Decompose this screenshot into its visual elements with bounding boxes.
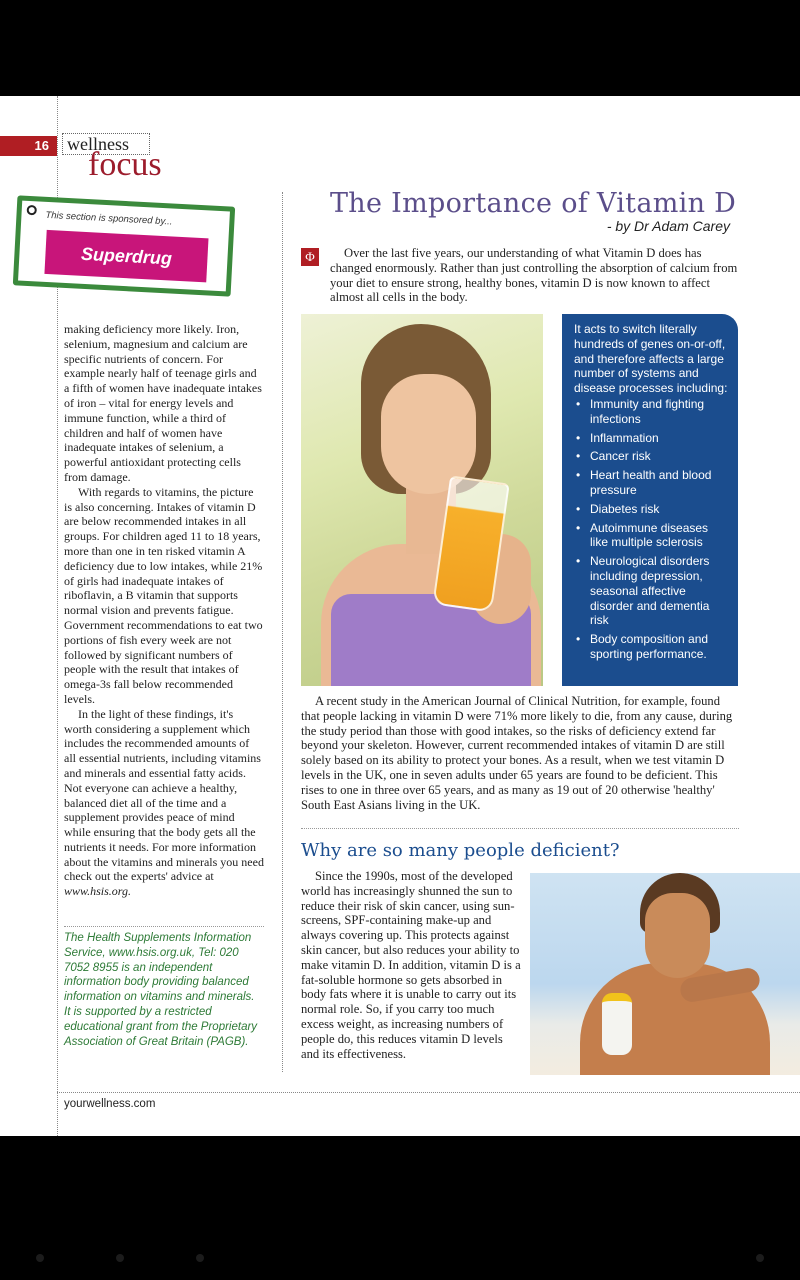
box-list-item: • Neurological disorders including depression, seasonal affective disorder and dementia risk bbox=[574, 554, 728, 628]
woman-drinking-juice-photo bbox=[301, 314, 543, 686]
left-paragraph-text: In the light of these findings, it's worth considering a supplement which includes the recommended amounts of all essential nutrients, including vitamins and minerals and essential fatty acids. Not everyone can achieve a healthy, balanced diet all of the time and a supplement provides peace of mind while ensuring that the body gets all the nutrients it needs. For more information about the vitamins and minerals you need check out the experts' advice at bbox=[64, 706, 264, 884]
tag-hole-icon bbox=[26, 205, 37, 216]
nav-dot-icon[interactable] bbox=[36, 1254, 44, 1262]
left-column-text bbox=[64, 322, 264, 899]
man-applying-sunscreen-photo bbox=[530, 873, 800, 1075]
deficiency-paragraph: Since the 1990s, most of the developed world has increasingly shunned the sun to reduce their risk of skin cancer, using sun-screens, SPF-containing make-up and always covering up. This protects against skin cancer, but also reduces your ability to make vitamin D. In addition, vitamin D is a fat-soluble hormone so gets absorbed in body fats where it is unable to carry out its normal role. So, if you carry too much excess weight, as increasing numbers of people do, this reduces vitamin D levels and its effectiveness. bbox=[301, 869, 521, 1061]
section-label-focus: focus bbox=[88, 146, 162, 183]
magazine-page bbox=[0, 96, 800, 1136]
byline: - by Dr Adam Carey bbox=[606, 218, 730, 234]
box-list-item: • Diabetes risk bbox=[574, 502, 728, 517]
box-list bbox=[574, 397, 728, 662]
left-paragraph bbox=[64, 707, 264, 899]
box-intro: It acts to switch literally hundreds of genes on-or-off, and therefore affects a large number of systems and disease processes including: bbox=[574, 322, 728, 396]
box-list-item: • Immunity and fighting infections bbox=[574, 397, 728, 427]
nav-dot-icon[interactable] bbox=[756, 1254, 764, 1262]
superdrug-logo: Superdrug bbox=[44, 230, 208, 282]
right-divider bbox=[301, 828, 739, 829]
footer-site[interactable]: yourwellness.com bbox=[64, 1098, 156, 1110]
hsis-link[interactable]: www.hsis.org. bbox=[64, 884, 132, 899]
nav-dot-icon[interactable] bbox=[116, 1254, 124, 1262]
left-paragraph: With regards to vitamins, the picture is also concerning. Intakes of vitamin D are below recommended intakes in all groups. For children aged 11 to 18 years, more than one in ten risked vitamin A deficiency due to low intakes, while 21% of girls had inadequate intakes of riboflavin, a B vitamin that supports normal vision and prevents fatigue. Government recommendations to eat two portions of fish every week are not followed by significant numbers of people with the result that intakes of omega-3s fall below recommended levels. bbox=[64, 484, 263, 706]
subheading: Why are so many people deficient? bbox=[301, 840, 620, 861]
page-number: 16 bbox=[0, 136, 57, 156]
footer-rule bbox=[57, 1092, 800, 1093]
vitamin-d-effects-box bbox=[562, 314, 738, 686]
sponsor-text: This section is sponsored by... bbox=[45, 209, 173, 228]
sponsor-tag bbox=[13, 195, 235, 296]
intro-paragraph: Over the last five years, our understanding of what Vitamin D does has changed enormously. Rather than just controlling the absorption of calcium from your diet to ensure strong, healthy bones, vitamin D is now known to affect almost all cells in the body. bbox=[330, 246, 738, 305]
phi-icon: Φ bbox=[301, 248, 319, 266]
box-list-item: • Inflammation bbox=[574, 431, 728, 446]
article-title: The Importance of Vitamin D bbox=[330, 188, 737, 219]
study-paragraph: A recent study in the American Journal of Clinical Nutrition, for example, found that people lacking in vitamin D were 71% more likely to die, from any cause, during the study period than those with good intakes, so the risks of deficiency extend far beyond your skeleton. However, current recommended intakes of vitamin D are still solely based on its ability to protect your bones. As a result, when we test vitamin D levels in the UK, one in seven adults under 65 years are found to be deficient. This rises to one in three over 65 years, and as many as 19 out of 20 otherwise 'healthy' South East Asians living in the UK. bbox=[301, 694, 733, 812]
box-list-item: • Heart health and blood pressure bbox=[574, 468, 728, 498]
left-paragraph: making deficiency more likely. Iron, selenium, magnesium and calcium are specific nutrients of concern. For example nearly half of teenage girls and a fifth of women have inadequate intakes of iron – vital for energy levels and immune function, while a third of children and half of women have inadequate intakes of selenium, a powerful antioxidant protecting cells from damage. bbox=[64, 322, 262, 484]
section-label-wellness: wellness bbox=[62, 133, 150, 155]
box-list-item: • Cancer risk bbox=[574, 449, 728, 464]
column-rule bbox=[282, 192, 283, 1072]
box-list-item: • Body composition and sporting performance. bbox=[574, 632, 728, 662]
box-list-item: • Autoimmune diseases like multiple sclerosis bbox=[574, 521, 728, 551]
hsis-note: The Health Supplements Information Service, www.hsis.org.uk, Tel: 020 7052 8955 is an independent information body providing balanced information on vitamins and minerals. It is supported by a restricted educational grant from the Proprietary Association of Great Britain (PAGB). bbox=[64, 932, 258, 1048]
left-divider bbox=[64, 926, 264, 927]
nav-dot-icon[interactable] bbox=[196, 1254, 204, 1262]
